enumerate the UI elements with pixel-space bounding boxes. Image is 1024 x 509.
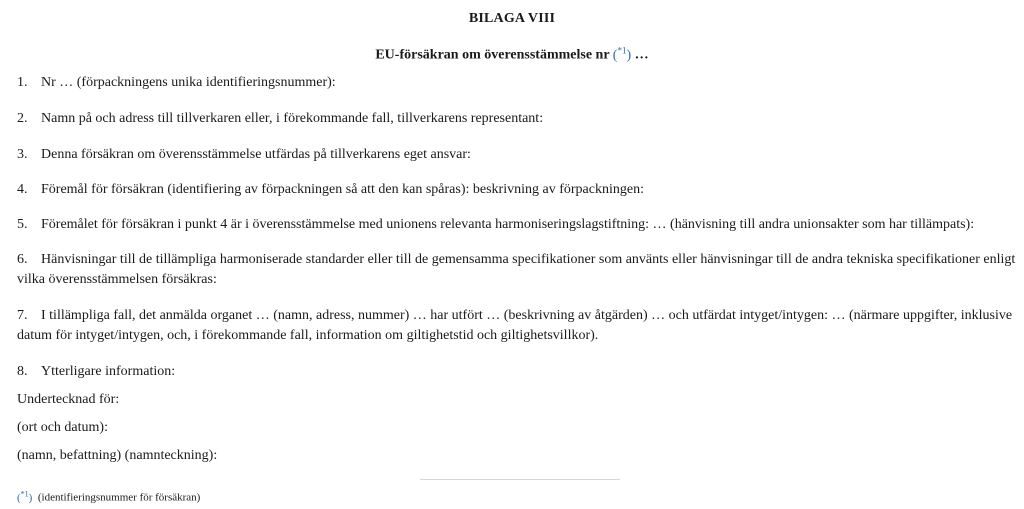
item-number: 3. <box>17 147 28 162</box>
item-number: 6. <box>17 252 28 267</box>
declaration-title-text: EU-försäkran om överensstämmelse nr <box>375 47 610 63</box>
footnote-mark-link[interactable]: ($^{*1}$) <box>17 489 33 504</box>
item-number: 8. <box>17 364 28 379</box>
list-item <box>17 109 1017 129</box>
item-text: Ytterligare information: <box>41 364 176 379</box>
item-number: 4. <box>17 182 28 197</box>
item-text: Föremål för försäkran (identifiering av förpackningen så att den kan spåras): beskrivning av förpackningen: <box>41 182 644 197</box>
signature-line-place-date: (ort och datum): <box>17 420 108 435</box>
footnote-text: (identifieringsnummer för försäkran) <box>37 491 201 504</box>
list-item <box>17 306 1017 346</box>
item-number: 7. <box>17 308 28 323</box>
footnote-divider <box>420 479 620 480</box>
list-item <box>17 250 1017 290</box>
declaration-title-suffix: … <box>634 47 649 63</box>
item-text: Denna försäkran om överensstämmelse utfärdas på tillverkarens eget ansvar: <box>41 147 471 162</box>
item-text: Hänvisningar till de tillämpliga harmoniserade standarder eller till de gemensamma specifikationer som använts eller hänvisningar till de andra tekniska specifikationer enligt vilka överensstämmelsen försäkras: <box>17 252 1016 287</box>
signature-line-signed-for: Undertecknad för: <box>17 392 120 407</box>
item-text: I tillämpliga fall, det anmälda organet … (namn, adress, nummer) … har utfört … (beskrivning av åtgärden) … och utfärdat intyget/intygen: … (närmare uppgifter, inklusive datum för intyget/intygen, och, i förekommande fall, information om giltighetstid och giltighetsvillkor). <box>17 308 1013 343</box>
item-text: Namn på och adress till tillverkaren eller, i förekommande fall, tillverkarens representant: <box>41 111 544 126</box>
item-text: Nr … (förpackningens unika identifieringsnummer): <box>41 75 336 90</box>
item-text: Föremålet för försäkran i punkt 4 är i överensstämmelse med unionens relevanta harmoniseringslagstiftning: … (hänvisning till andra unionsakter som har tillämpats): <box>41 217 975 232</box>
item-number: 5. <box>17 217 28 232</box>
item-number: 2. <box>17 111 28 126</box>
footnote <box>17 486 200 506</box>
list-item <box>17 145 1017 165</box>
signature-line-name-title: (namn, befattning) (namnteckning): <box>17 448 218 463</box>
list-item <box>17 215 1017 235</box>
item-number: 1. <box>17 75 28 90</box>
footnote-reference-link[interactable]: ($^{*1}$) <box>612 45 632 63</box>
declaration-title <box>0 45 1024 64</box>
list-item <box>17 180 1017 200</box>
list-item <box>17 73 1017 93</box>
footnote-mark: *1 <box>20 489 29 498</box>
annex-title: BILAGA VIII <box>468 11 556 26</box>
footnote-reference-mark: *1 <box>617 45 627 55</box>
list-item <box>17 362 1017 382</box>
